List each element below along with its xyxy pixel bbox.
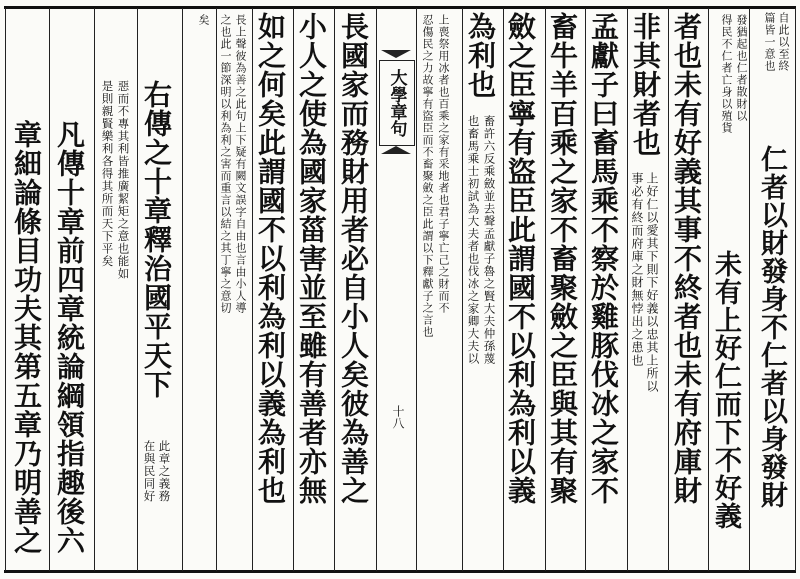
bottom-border bbox=[4, 570, 796, 573]
running-title: 大學章句 bbox=[386, 69, 407, 137]
top-border bbox=[4, 6, 796, 9]
note-line: 之也此一節深明以利為利之害而重言以結之其丁寧之意切 bbox=[219, 14, 232, 314]
note-line: 也畜馬乘士初試為大夫者也伐冰之家卿大夫以 bbox=[466, 115, 481, 365]
column-rule bbox=[585, 8, 586, 571]
main-text-column: 畜牛羊百乘之家不畜聚斂之臣與其有聚 bbox=[546, 12, 579, 505]
note-line: 在與民同好 bbox=[142, 440, 157, 503]
note-line: 自此以至終 bbox=[777, 12, 790, 72]
note-line: 長上聲彼為善之此句上下疑有闕文誤字自由也言由小人導 bbox=[234, 14, 247, 314]
main-text-column: 章細論條目功夫其第五章乃明善之 bbox=[10, 120, 43, 555]
column-rule bbox=[668, 8, 669, 571]
main-text-column: 凡傳十章前四章統論綱領指趣後六 bbox=[53, 120, 86, 555]
column-rule bbox=[416, 8, 417, 571]
note-line: 得民不仁者亡身以殖貨 bbox=[720, 14, 733, 134]
column-rule bbox=[376, 8, 377, 571]
note-line: 事必有終而府庫之財無悖出之患也 bbox=[630, 172, 644, 367]
main-text-column: 小人之使為國家菑害並至雖有善者亦無 bbox=[295, 12, 328, 505]
note-line: 上好仁以愛其下則下好義以忠其上所以 bbox=[645, 172, 659, 393]
page-number: 十八 bbox=[391, 405, 405, 429]
main-text-column: 者也未有好義其事不終者也未有府庫財 bbox=[670, 12, 703, 505]
main-text-column: 未有上好仁而下不好義 bbox=[710, 250, 741, 530]
note-line: 是則親賢樂利各得其所而天下平矣 bbox=[100, 80, 115, 268]
column-rule bbox=[334, 8, 335, 571]
column-rule bbox=[137, 8, 138, 571]
note-line: 篇皆一意也 bbox=[763, 12, 776, 72]
column-rule bbox=[708, 8, 709, 571]
note-line: 此章之義務 bbox=[157, 440, 172, 503]
column-rule bbox=[216, 8, 217, 571]
main-text-column: 非其財者也 bbox=[629, 12, 662, 157]
column-rule bbox=[252, 8, 253, 571]
column-rule bbox=[749, 8, 750, 571]
main-text-column: 右傳之十章釋治國平天下 bbox=[140, 80, 173, 399]
column-rule bbox=[293, 8, 294, 571]
main-text-column: 斂之臣寧有盜臣此謂國不以利為利以義 bbox=[504, 12, 537, 505]
fish-tail-mark-bottom bbox=[381, 146, 411, 154]
column-rule bbox=[94, 8, 95, 571]
column-rule bbox=[462, 8, 463, 571]
fish-tail-mark-top bbox=[381, 50, 411, 58]
main-text-column: 孟獻子曰畜馬乘不察於雞豚伐冰之家不 bbox=[587, 12, 620, 505]
note-line: 惡而不專其利皆推廣絜矩之意也能如 bbox=[116, 80, 131, 280]
main-text-column: 仁者以財發身不仁者以身發財 bbox=[756, 145, 787, 509]
note-line: 矣 bbox=[197, 14, 210, 26]
note-line: 發猶起也仁者散財以 bbox=[735, 14, 748, 122]
column-rule bbox=[49, 8, 50, 571]
main-text-column: 如之何矣此謂國不以利為利以義為利也 bbox=[254, 12, 287, 505]
column-rule bbox=[182, 8, 183, 571]
main-text-column: 長國家而務財用者必自小人矣彼為善之 bbox=[337, 12, 370, 505]
note-line: 忍傷民之力故寧有盜臣而不畜聚斂之臣此謂以下釋獻子之言也 bbox=[421, 14, 434, 338]
running-title-box bbox=[379, 60, 415, 146]
main-text-column: 為利也 bbox=[464, 12, 497, 99]
column-rule bbox=[795, 8, 796, 571]
note-line: 畜許六反乘斂並去聲孟獻子魯之賢大夫仲孫蔑 bbox=[482, 115, 497, 365]
column-rule bbox=[5, 8, 6, 571]
note-line: 上喪祭用冰者也百乘之家有采地者也君子寧亡己之財而不 bbox=[437, 14, 450, 314]
column-rule bbox=[627, 8, 628, 571]
